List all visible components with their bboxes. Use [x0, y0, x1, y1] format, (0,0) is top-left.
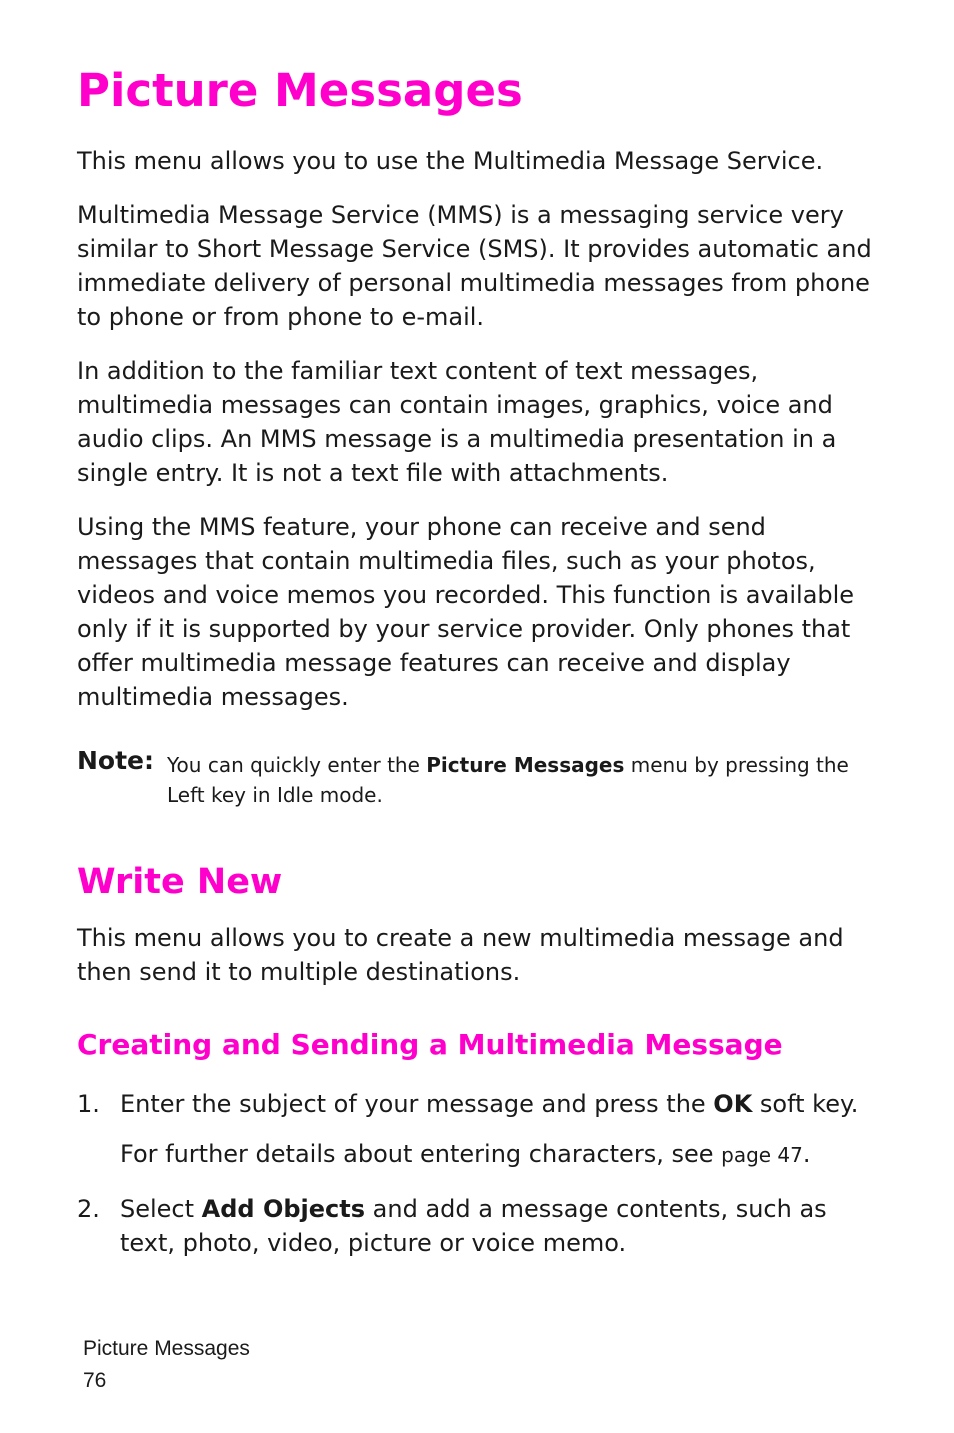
step-number: 1.	[77, 1090, 100, 1118]
step-text-before: Enter the subject of your message and press the	[120, 1090, 714, 1118]
note-label: Note:	[77, 746, 155, 775]
mms-feature-paragraph: Using the MMS feature, your phone can receive and send messages that contain multimedia files, such as your photos, videos and voice memos you recorded. This function is available only if it is supported by your service provider. Only phones that offer multimedia message features can receive and display multimedia messages.	[77, 513, 855, 711]
step-text-after: soft key.	[752, 1090, 859, 1118]
step-bold-text: OK	[713, 1090, 753, 1118]
step-item	[77, 1192, 887, 1260]
step-subnote-end: .	[802, 1140, 811, 1168]
note-block	[77, 746, 887, 810]
page-reference-link[interactable]: page 47	[721, 1143, 803, 1167]
page-title: Picture Messages	[77, 64, 523, 117]
note-bold-text: Picture Messages	[426, 753, 625, 777]
step-number: 2.	[77, 1195, 100, 1223]
note-text-before: You can quickly enter the	[167, 753, 427, 777]
footer-section-name: Picture Messages	[83, 1337, 250, 1360]
steps-list	[77, 1087, 887, 1260]
write-new-heading: Write New	[77, 862, 283, 902]
footer-page-number: 76	[83, 1369, 107, 1392]
creating-heading: Creating and Sending a Multimedia Message	[77, 1028, 783, 1061]
intro-paragraph: This menu allows you to use the Multimedia Message Service.	[77, 147, 824, 175]
step-bold-text: Add Objects	[201, 1195, 366, 1223]
mms-description-paragraph: Multimedia Message Service (MMS) is a messaging service very similar to Short Message Service (SMS). It provides automatic and immediate delivery of personal multimedia messages from phone to phone or from phone to e-mail.	[77, 201, 872, 331]
write-new-paragraph: This menu allows you to create a new multimedia message and then send it to multiple destinations.	[77, 924, 844, 986]
step-item	[77, 1087, 887, 1172]
step-subnote	[120, 1137, 887, 1172]
step-text-after: and add a message contents, such as text, photo, video, picture or voice memo.	[120, 1195, 827, 1257]
step-subnote-text: For further details about entering characters, see	[120, 1140, 722, 1168]
note-text-after: menu by pressing the Left key in Idle mode.	[167, 753, 849, 807]
page-footer	[83, 1333, 250, 1397]
page-content	[77, 60, 887, 1280]
step-text-before: Select	[120, 1195, 202, 1223]
mms-content-paragraph: In addition to the familiar text content of text messages, multimedia messages can contain images, graphics, voice and audio clips. An MMS message is a multimedia presentation in a single entry. It is not a text file with attachments.	[77, 357, 837, 487]
